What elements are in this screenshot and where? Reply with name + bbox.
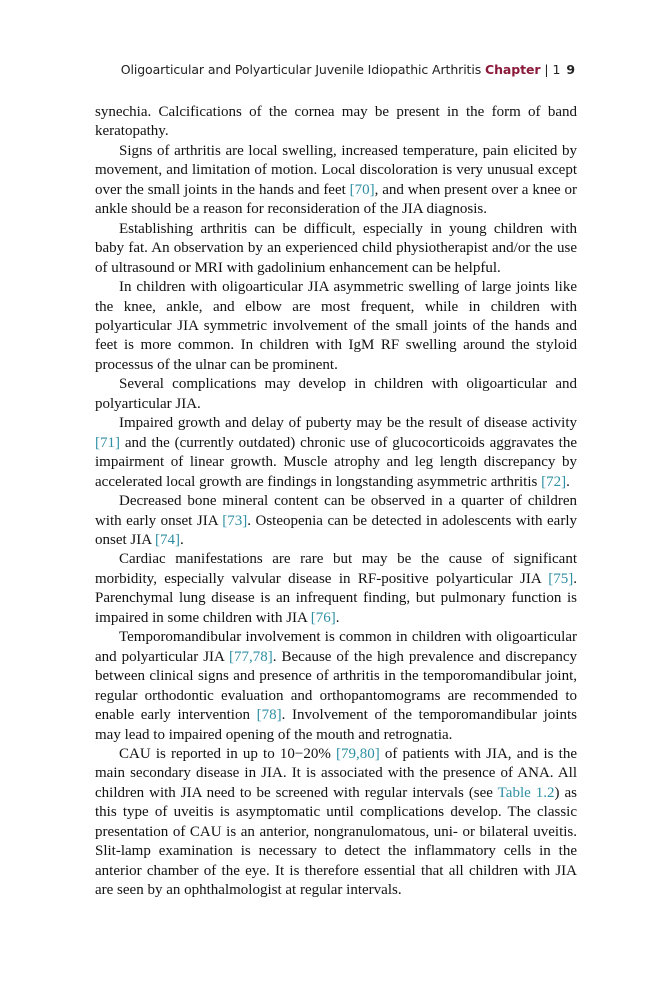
paragraph xyxy=(95,375,577,414)
paragraph-text: Decreased bone mineral content can be observed in a quarter of children with early onset JIA xyxy=(95,493,577,529)
paragraph-text: . Because of the high prevalence and discrepancy between clinical signs and presence of arthritis in the temporomandibular joint, regular orthodontic evaluation and orthopantomograms are recommended to enable early intervention xyxy=(95,648,577,724)
paragraph-text: . xyxy=(180,531,184,548)
citation-link[interactable]: [79,80] xyxy=(335,745,380,762)
paragraph xyxy=(95,278,577,375)
citation-link[interactable]: Table 1.2 xyxy=(497,784,555,801)
paragraph-text: . Involvement of the temporomandibular joints may lead to impaired opening of the mouth and retrognatia. xyxy=(95,707,577,743)
paragraph-text: . Parenchymal lung disease is an infrequent finding, but pulmonary function is impaired in some children with JIA xyxy=(95,570,577,626)
header-chapter-number: 1 xyxy=(552,62,561,77)
header-separator: | xyxy=(544,62,549,77)
running-header xyxy=(95,62,575,77)
paragraph-text: Temporomandibular involvement is common in children with oligoarticular and polyarticular JIA xyxy=(95,629,577,665)
paragraph-text: Establishing arthritis can be difficult, especially in young children with baby fat. An observation by an experienced child physiotherapist and/or the use of ultrasound or MRI with gadolinium enhancement can be helpful. xyxy=(95,220,577,276)
paragraph-text: Several complications may develop in children with oligoarticular and polyarticular JIA. xyxy=(95,376,577,412)
paragraph-text: Impaired growth and delay of puberty may be the result of disease activity xyxy=(119,415,577,432)
paragraph-text: , and when present over a knee or ankle should be a reason for reconsideration of the JIA diagnosis. xyxy=(95,181,577,218)
paragraph-text: . xyxy=(566,473,570,490)
paragraph xyxy=(95,142,577,220)
header-title: Oligoarticular and Polyarticular Juvenile Idiopathic Arthritis xyxy=(120,62,482,77)
page-number: 9 xyxy=(566,62,575,77)
paragraph xyxy=(95,414,577,492)
paragraph-text: Signs of arthritis are local swelling, increased temperature, pain elicited by movement, and limitation of motion. Local discoloration is very unusual except over the small joints in the hands and feet xyxy=(95,142,577,198)
citation-link[interactable]: [70] xyxy=(349,181,375,198)
paragraph xyxy=(95,628,577,745)
citation-link[interactable]: [75] xyxy=(548,570,574,587)
paragraph-text: . Osteopenia can be detected in adolescents with early onset JIA xyxy=(95,512,577,548)
citation-link[interactable]: [76] xyxy=(310,609,336,626)
paragraph-text: In children with oligoarticular JIA asymmetric swelling of large joints like the knee, ankle, and elbow are most frequent, while in children with polyarticular JIA symmetric involvement of the small joints of the hands and feet is more common. In children with IgM RF swelling around the styloid processus of the ulnar can be prominent. xyxy=(95,279,577,373)
paragraph-text: CAU is reported in up to 10−20% xyxy=(119,745,336,762)
paragraph-text: synechia. Calcifications of the cornea may be present in the form of band keratopathy. xyxy=(95,104,577,140)
paragraph-text: Cardiac manifestations are rare but may be the cause of significant morbidity, especially valvular disease in RF-positive polyarticular JIA xyxy=(95,551,577,587)
citation-link[interactable]: [77,78] xyxy=(229,648,273,665)
citation-link[interactable]: [72] xyxy=(541,473,567,490)
citation-link[interactable]: [71] xyxy=(95,434,120,451)
paragraph-text: ) as this type of uveitis is asymptomatic until complications develop. The classic presentation of CAU is an anterior, nongranulomatous, uni- or bilateral uveitis. Slit-lamp examination is necessary to detect the inflammatory cells in the anterior chamber of the eye. It is therefore essential that all children with JIA are seen by an ophthalmologist at regular intervals. xyxy=(95,784,577,899)
header-chapter-label: Chapter xyxy=(485,62,541,77)
paragraph xyxy=(95,492,577,550)
paragraph-text: of patients with JIA, and is the main secondary disease in JIA. It is associated with the presence of ANA. All children with JIA need to be screened with regular intervals (see xyxy=(95,745,577,801)
paragraph xyxy=(95,550,577,628)
citation-link[interactable]: [73] xyxy=(222,512,248,529)
citation-link[interactable]: [74] xyxy=(155,531,180,548)
body-text xyxy=(95,103,577,901)
paragraph-text: . xyxy=(335,609,340,626)
paragraph xyxy=(95,745,577,901)
paragraph xyxy=(95,220,577,278)
paragraph xyxy=(95,103,577,142)
paragraph-text: and the (currently outdated) chronic use of glucocorticoids aggravates the impairment of linear growth. Muscle atrophy and leg length discrepancy by accelerated local growth are findings in longstanding asymmetric arthritis xyxy=(95,434,577,490)
citation-link[interactable]: [78] xyxy=(256,707,282,724)
